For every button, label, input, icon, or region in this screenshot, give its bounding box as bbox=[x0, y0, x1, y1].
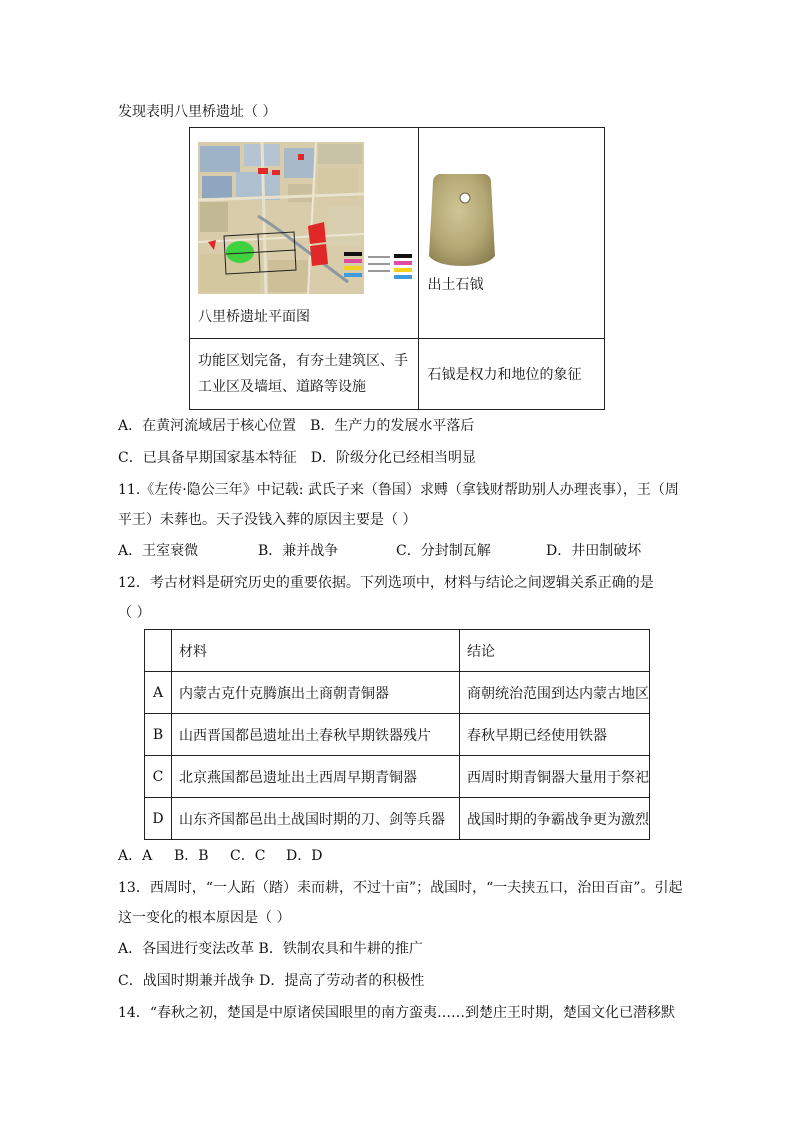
q12-row-material: 山西晋国都邑遗址出土春秋早期铁器残片 bbox=[172, 714, 460, 756]
q12-options bbox=[118, 846, 322, 866]
q10-option-d[interactable]: D．阶级分化已经相当明显 bbox=[310, 450, 476, 466]
q11-option-d[interactable]: D．井田制破坏 bbox=[546, 543, 642, 559]
q12-row-key: C bbox=[145, 756, 172, 798]
site-plan-map bbox=[198, 142, 420, 302]
q13-options-row-1[interactable]: A．各国进行变法改革 B．铁制农具和牛耕的推广 bbox=[118, 941, 423, 957]
q11-stem-line-2: 平王）未葬也。天子没钱入葬的原因主要是（ ） bbox=[118, 512, 417, 528]
desc-left-line-2: 工业区及墙垣、道路等设施 bbox=[198, 379, 366, 395]
q12-row-material: 内蒙古克什克腾旗出土商朝青铜器 bbox=[172, 672, 460, 714]
q11-option-c[interactable]: C．分封制瓦解 bbox=[396, 543, 491, 559]
q10-option-a[interactable]: A．在黄河流域居于核心位置 bbox=[118, 418, 297, 434]
q12-table bbox=[144, 629, 650, 840]
table-row bbox=[145, 672, 650, 714]
q13-options-row-2[interactable]: C．战国时期兼并战争 D．提高了劳动者的积极性 bbox=[118, 973, 425, 989]
q14-stem: 14．“春秋之初，楚国是中原诸侯国眼里的南方蛮夷……到楚庄王时期，楚国文化已潜移默 bbox=[118, 1005, 675, 1021]
q12-stem-line-1: 12．考古材料是研究历史的重要依据。下列选项中，材料与结论之间逻辑关系正确的是 bbox=[118, 575, 654, 591]
q12-option-b[interactable]: B．B bbox=[174, 848, 209, 864]
desc-left-line-1: 功能区划完备，有夯土建筑区、手 bbox=[198, 353, 408, 369]
map-cell bbox=[190, 128, 419, 339]
q11-option-a[interactable]: A．王室衰微 bbox=[118, 543, 199, 559]
q11-options bbox=[118, 541, 641, 561]
stone-axe-image bbox=[427, 172, 497, 268]
desc-right-cell: 石钺是权力和地位的象征 bbox=[419, 339, 605, 410]
q10-options-row-2 bbox=[118, 448, 476, 468]
q12-row-conclusion: 西周时期青铜器大量用于祭祀 bbox=[460, 756, 650, 798]
q12-row-material: 北京燕国都邑遗址出土西周早期青铜器 bbox=[172, 756, 460, 798]
q12-stem-line-2: （ ） bbox=[118, 605, 151, 621]
q12-row-key: B bbox=[145, 714, 172, 756]
q12-row-conclusion: 战国时期的争霸战争更为激烈 bbox=[460, 798, 650, 840]
q10-table bbox=[189, 127, 605, 410]
q12-row-material: 山东齐国都邑出土战国时期的刀、剑等兵器 bbox=[172, 798, 460, 840]
q12-row-conclusion: 商朝统治范围到达内蒙古地区 bbox=[460, 672, 650, 714]
q11-option-b[interactable]: B．兼并战争 bbox=[258, 543, 339, 559]
artifact-caption: 出土石钺 bbox=[427, 277, 484, 293]
q12-row-key: A bbox=[145, 672, 172, 714]
q11-stem-line-1: 11.《左传·隐公三年》中记载: 武氏子来（鲁国）求赙（拿钱财帮助别人办理丧事），王（周 bbox=[118, 482, 679, 498]
table-row bbox=[145, 714, 650, 756]
q10-option-b[interactable]: B．生产力的发展水平落后 bbox=[310, 418, 475, 434]
q12-header-key bbox=[145, 630, 172, 672]
desc-left-cell bbox=[190, 339, 419, 410]
table-row bbox=[145, 756, 650, 798]
q12-row-conclusion: 春秋早期已经使用铁器 bbox=[460, 714, 650, 756]
q13-stem-line-2: 这一变化的根本原因是（ ） bbox=[118, 910, 291, 926]
q13-stem-line-1: 13．西周时，“一人跖（踏）耒而耕，不过十亩”；战国时，“一夫挟五口，治田百亩”。引起 bbox=[118, 880, 683, 896]
q12-header-material: 材料 bbox=[172, 630, 460, 672]
q12-header-row bbox=[145, 630, 650, 672]
q12-header-conclusion: 结论 bbox=[460, 630, 650, 672]
artifact-cell bbox=[419, 128, 605, 339]
q12-row-key: D bbox=[145, 798, 172, 840]
q12-option-a[interactable]: A．A bbox=[118, 848, 153, 864]
map-caption: 八里桥遗址平面图 bbox=[198, 309, 310, 325]
q10-stem: 发现表明八里桥遗址（ ） bbox=[118, 104, 277, 120]
q10-option-c[interactable]: C．已具备早期国家基本特征 bbox=[118, 450, 297, 466]
q12-option-c[interactable]: C．C bbox=[230, 848, 266, 864]
q12-option-d[interactable]: D．D bbox=[286, 848, 323, 864]
q10-options-row-1 bbox=[118, 416, 474, 436]
table-row bbox=[145, 798, 650, 840]
